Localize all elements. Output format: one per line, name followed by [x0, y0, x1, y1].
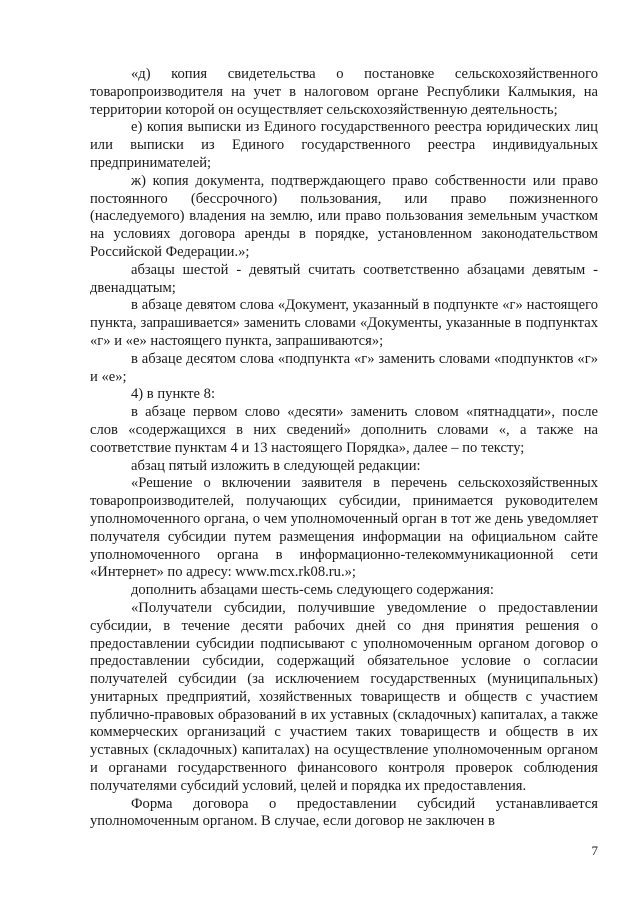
paragraph: ж) копия документа, подтверждающего право собственности или право постоянного (бессрочного) пользования, или право пожизненного (наследуемого) владения на землю, или право пользования земельным участком на условиях договора аренды в порядке, установленном законодательством Российской Федерации.»; — [90, 172, 598, 260]
page-number: 7 — [591, 843, 598, 858]
paragraph: абзацы шестой - девятый считать соответственно абзацами девятым - двенадцатым; — [90, 261, 598, 296]
paragraph: е) копия выписки из Единого государственного реестра юридических лиц или выписки из Единого государственного реестра индивидуальных предпринимателей; — [90, 119, 598, 171]
document-body — [90, 66, 598, 831]
paragraph: дополнить абзацами шесть-семь следующего содержания: — [131, 582, 494, 599]
paragraph: 4) в пункте 8: — [131, 386, 216, 403]
paragraph: в абзаце десятом слова «подпункта «г» заменить словами «подпунктов «г» и «е»; — [90, 350, 598, 385]
paragraph: «д) копия свидетельства о постановке сельскохозяйственного товаропроизводителя на учет в налоговом органе Республики Калмыкия, на территории которой он осуществляет сельскохозяйственную деятельность; — [90, 66, 598, 118]
paragraph: в абзаце девятом слова «Документ, указанный в подпункте «г» настоящего пункта, запрашивается» заменить словами «Документы, указанные в подпунктах «г» и «е» настоящего пункта, запрашиваются»; — [90, 297, 598, 349]
paragraph: в абзаце первом слово «десяти» заменить словом «пятнадцати», после слов «содержащихся в них сведений» дополнить словами «, а также на соответствие пунктам 4 и 13 настоящего Порядка», далее – по тексту; — [90, 404, 598, 456]
paragraph: «Решение о включении заявителя в перечень сельскохозяйственных товаропроизводителей, получающих субсидии, принимается руководителем уполномоченного органа, о чем уполномоченный орган в тот же день уведомляет получателя субсидии путем размещения информации на официальном сайте уполномоченного органа в информационно-телекоммуникационной сети «Интернет» по адресу: www.mcx.rk08.ru.»; — [90, 475, 598, 581]
paragraph: абзац пятый изложить в следующей редакции: — [131, 457, 421, 474]
paragraph: Форма договора о предоставлении субсидий устанавливается уполномоченным органом. В случае, если договор не заключен в — [90, 795, 598, 830]
paragraph: «Получатели субсидии, получившие уведомление о предоставлении субсидии, в течение десяти рабочих дней со дня принятия решения о предоставлении субсидии подписывают с уполномоченным органом договор о предоставлении субсидии, содержащий обязательное условие о согласии получателей субсидии (за исключением государственных (муниципальных) унитарных предприятий, хозяйственных товариществ и обществ с участием публично-правовых образований в их уставных (складочных) капиталах, а также коммерческих организаций с участием таких товариществ и обществ в их уставных (складочных) капиталах) на осуществление уполномоченным органом и органами государственного финансового контроля проверок соблюдения получателями субсидий условий, целей и порядка их предоставления. — [90, 599, 598, 794]
